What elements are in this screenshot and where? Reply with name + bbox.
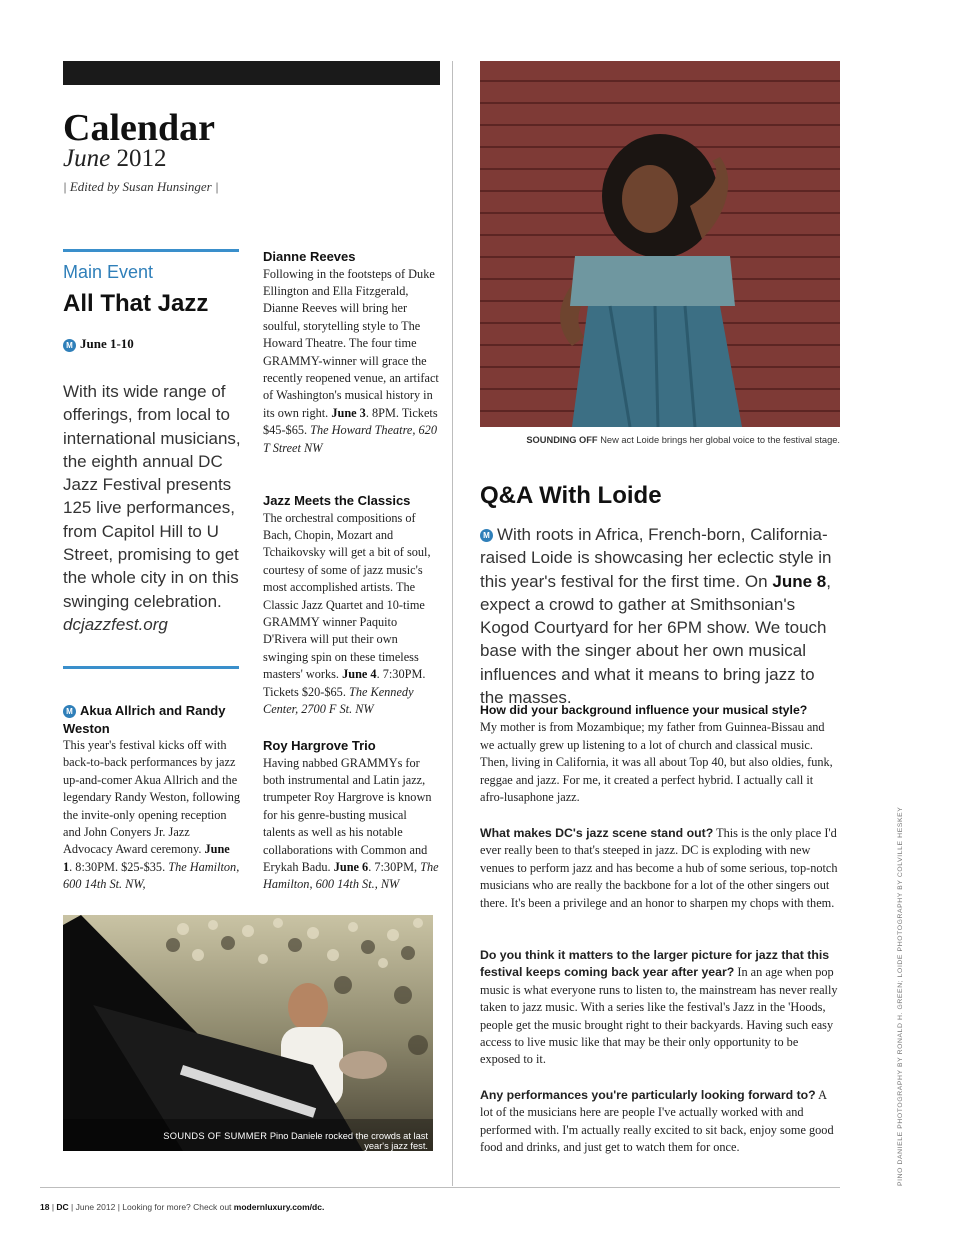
event-venue: The Hamilton, 600 14th St., NW bbox=[263, 859, 439, 892]
main-event-kicker: Main Event bbox=[63, 262, 154, 282]
qa-question: How did your background influence your musical style? bbox=[480, 703, 808, 717]
page-footer: 18 | DC | June 2012 | Looking for more? Check out modernluxury.com/dc. bbox=[40, 1202, 325, 1212]
qa-item bbox=[480, 825, 840, 912]
main-event-website-link[interactable]: dcjazzfest.org bbox=[63, 614, 168, 634]
qa-answer: Any performances you're particularly looking forward to? A lot of the musicians here are people I've actually worked with and performed with. I'm actually really excited to sit back, enjoy some good food and drinks, and just get to watch them for once. bbox=[480, 1088, 834, 1155]
caption-kicker: SOUNDS OF SUMMER bbox=[163, 1131, 268, 1141]
page-number: 18 bbox=[40, 1202, 50, 1212]
loide-photo-illustration bbox=[480, 61, 840, 427]
section-year: 2012 bbox=[116, 145, 167, 172]
caption-text: Pino Daniele rocked the crowds at last year's jazz fest. bbox=[269, 1131, 428, 1151]
main-event-date bbox=[63, 336, 134, 352]
event-title: Jazz Meets the Classics bbox=[263, 493, 411, 508]
event-time: . 7:30PM. Tickets $20-$65. bbox=[263, 667, 426, 699]
qa-answer: My mother is from Mozambique; my father from Guinnea-Bissau and we actually grew up listening to a lot of church and classical music. Then, living in California, it was all about Top 40, but also oldies, funk, reggae and jazz. For me, it created a perfect hybrid. I actually call it afro-lusaphone jazz. bbox=[480, 720, 833, 805]
qa-title: Q&A With Loide bbox=[480, 482, 662, 509]
loide-photo bbox=[480, 61, 840, 427]
event-body: The orchestral compositions of Bach, Chopin, Mozart and Tchaikovsky will get a bit of soul, courtesy of some of jazz music's most accomplished artists. The Classic Jazz Quartet and 10-time GRAMMY winner Paquito D'Rivera will put their own swinging spin on these timeless masters' works. June 4. 7:30PM. Tickets $20-$65. The Kennedy Center, 2700 F St. NW bbox=[263, 510, 431, 716]
event-title-text: Akua Allrich and Randy Weston bbox=[63, 703, 226, 736]
metro-badge-icon: M bbox=[480, 529, 493, 542]
qa-question: What makes DC's jazz scene stand out? bbox=[480, 826, 714, 840]
section-title: Calendar bbox=[63, 107, 215, 149]
event-time: . 7:30PM, bbox=[368, 859, 418, 874]
column-divider bbox=[452, 61, 453, 1186]
event-body: This year's festival kicks off with back-to-back performances by jazz up-and-comer Akua Allrich and the legendary Randy Weston, following the invite-only opening reception and John Conyers Jr. Jazz Advocacy Award ceremony. June 1. 8:30PM. $25-$35. The Hamilton, 600 14th St. NW, bbox=[63, 738, 241, 892]
event-listing bbox=[263, 737, 441, 894]
metro-badge-icon: M bbox=[63, 339, 76, 352]
qa-intro: M With roots in Africa, French-born, California-raised Loide is showcasing her eclectic style in this year's festival for the first time. On June 8, expect a crowd to gather at Smithsonian's Kogod Courtyard for her 6PM show. We touch base with the singer about her own musical influences and what it means to bring jazz to the masses. bbox=[480, 525, 832, 708]
qa-item bbox=[480, 702, 840, 806]
event-time: . 8PM. Tickets $45-$65. bbox=[263, 405, 438, 438]
qa-question: Any performances you're particularly looking forward to? bbox=[480, 1088, 816, 1102]
header-bar bbox=[63, 61, 440, 85]
event-title bbox=[63, 702, 241, 737]
editor-credit: | Edited by Susan Hunsinger | bbox=[63, 179, 219, 194]
event-venue: The Howard Theatre, 620 T Street NW bbox=[263, 423, 437, 455]
main-event-description bbox=[63, 380, 243, 636]
divider-rule bbox=[63, 249, 239, 252]
event-time: . 8:30PM. $25-$35. bbox=[69, 859, 166, 874]
section-date bbox=[63, 145, 166, 173]
qa-answer: What makes DC's jazz scene stand out? This is the only place I'd ever really been to that's steeped in jazz. DC is exploding with new venues to perform jazz and has become a hub of some serious, top-notch musicians who are really the backbone for a lot of the other singers out there. It's been a privilege and an honor to sharpen my chops with them. bbox=[480, 826, 838, 910]
event-listing bbox=[63, 702, 241, 894]
photo-caption bbox=[160, 1131, 428, 1151]
divider-rule bbox=[63, 666, 239, 669]
main-event-date-text: June 1-10 bbox=[80, 336, 134, 351]
event-date: June 4 bbox=[342, 667, 377, 682]
event-listing bbox=[263, 492, 441, 718]
qa-intro-date: June 8 bbox=[772, 571, 827, 591]
footer-rule bbox=[40, 1187, 840, 1188]
event-body: Following in the footsteps of Duke Ellington and Ella Fitzgerald, Dianne Reeves will bring her soulful, storytelling style to The Howard Theatre. The four time GRAMMY-winner will grace the recently reopened venue, an artifact of Washington's musical history in its own right. June 3. 8PM. Tickets $45-$65. The Howard Theatre, 620 T Street NW bbox=[263, 266, 439, 455]
event-title: Roy Hargrove Trio bbox=[263, 738, 376, 753]
event-body: Having nabbed GRAMMYs for both instrumental and Latin jazz, trumpeter Roy Hargrove is known for his genre-busting musical talents as well as his notable collaborations with Common and Erykah Badu. June 6. 7:30PM, The Hamilton, 600 14th St., NW bbox=[263, 755, 439, 892]
main-event-description-text: With its wide range of offerings, from local to international musicians, the eighth annual DC Jazz Festival presents 125 live performances, from Capitol Hill to U Street, promising to get the whole city in on this swinging celebration. bbox=[63, 382, 241, 611]
event-date: June 3 bbox=[331, 405, 366, 420]
footer-link[interactable]: modernluxury.com/dc. bbox=[233, 1202, 325, 1212]
section-month: June bbox=[63, 145, 111, 172]
qa-question: Do you think it matters to the larger picture for jazz that this festival keeps coming back year after year? bbox=[480, 948, 830, 980]
event-venue: The Kennedy Center, 2700 F St. NW bbox=[263, 684, 414, 716]
qa-item bbox=[480, 1087, 840, 1157]
publication-name: DC bbox=[56, 1202, 69, 1212]
qa-answer: Do you think it matters to the larger picture for jazz that this festival keeps coming back year after year? In an age when pop music is what everyone runs to listen to, the mainstream has never really taken to jazz music. With a series like the festival's Jazz in the 'Hoods, people get the music brought right to their backyards. Having such easy access to live music like that may be their only opportunity to be exposed to it. bbox=[480, 948, 838, 1067]
caption-kicker: SOUNDING OFF bbox=[526, 435, 598, 445]
event-listing bbox=[263, 248, 441, 457]
caption-text: New act Loide brings her global voice to the festival stage. bbox=[600, 435, 840, 445]
main-event-headline: All That Jazz bbox=[63, 290, 209, 317]
event-title: Dianne Reeves bbox=[263, 249, 356, 264]
footer-text: Looking for more? Check out bbox=[122, 1202, 232, 1212]
piano-photo-illustration bbox=[63, 915, 433, 1151]
photo-caption bbox=[480, 435, 840, 445]
event-date: June 6 bbox=[333, 859, 369, 874]
piano-photo bbox=[63, 915, 433, 1151]
issue-date: June 2012 bbox=[75, 1202, 116, 1212]
event-venue: The Hamilton, 600 14th St. NW, bbox=[63, 859, 240, 892]
metro-badge-icon: M bbox=[63, 705, 76, 718]
event-date: June 1 bbox=[63, 842, 230, 874]
qa-item bbox=[480, 947, 840, 1069]
photo-credit: PINO DANIELE PHOTOGRAPHY BY RONALD H. GREEN; LOIDE PHOTOGRAPHY BY COLVILLE HESKEY bbox=[897, 806, 904, 1186]
